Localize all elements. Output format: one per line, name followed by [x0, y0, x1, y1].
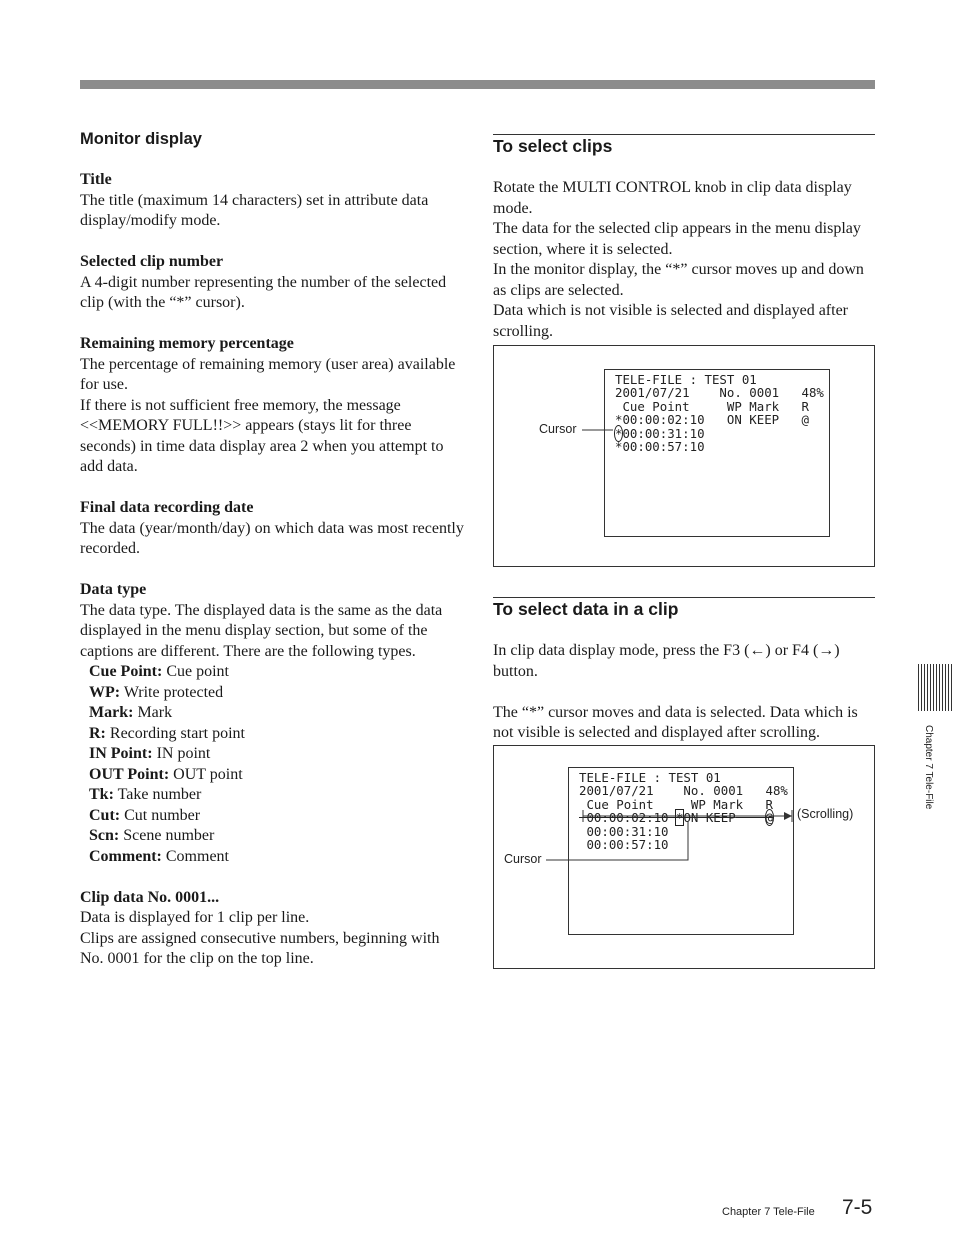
type-item: Cut: Cut number	[89, 806, 201, 824]
final-date-block: Final data recording date The data (year/month/day) on which data was most recently recorded.	[80, 499, 464, 557]
section-rule	[493, 597, 875, 598]
section-rule	[493, 134, 875, 135]
figure-select-clips	[493, 345, 875, 567]
datatype-block: Data type The data type. The displayed data is the same as the data displayed in the menu display section, but some of the captions are different. There are the following types. Cue Point: Cue point WP: Write protected Mark: Mark R: Recording start point IN Point: IN point OUT Point: OUT point Tk: Take number Cut: Cut number Scn: Scene number Comment: Comment	[80, 580, 465, 867]
type-item: WP: Write protected	[89, 683, 224, 701]
figure-select-data	[493, 745, 875, 969]
top-rule	[80, 80, 875, 89]
left-column	[80, 129, 465, 970]
cursor-label: Cursor	[539, 422, 577, 436]
cursor-leader	[494, 346, 874, 566]
select-clips-text: Rotate the MULTI CONTROL knob in clip data display mode. The data for the selected clip appears in the menu display section, where it is selected. In the monitor display, the “*” cursor moves up and down as clips are selected. Data which is not visible is selected and displayed after scrolling.	[493, 179, 864, 340]
page-number: 7-5	[842, 1196, 873, 1219]
cursor-mark: *	[615, 439, 623, 455]
section-heading: Monitor display	[80, 130, 202, 148]
type-item: Scn: Scene number	[89, 827, 215, 844]
type-item: Tk: Take number	[89, 786, 202, 803]
section-heading: To select clips	[493, 136, 613, 156]
cursor-mark: *	[615, 412, 623, 428]
footer-chapter: Chapter 7 Tele-File	[722, 1206, 815, 1218]
cursor-mark: *	[675, 810, 684, 826]
type-item: R: Recording start point	[89, 724, 245, 742]
scrolling-label: (Scrolling)	[797, 807, 854, 821]
screen-text: TELE-FILE : TEST 01 2001/07/21 No. 0001 48% Cue Point WP Mark R *00:00:02:10 ON KEEP @ *00:00:31:10 *00:00:57:10	[615, 372, 824, 455]
cursor-mark: *	[615, 425, 623, 441]
screen-text: TELE-FILE : TEST 01 2001/07/21 No. 0001 48% Cue Point WP Mark R 00:00:02:10 *ON KEEP @ 00:00:31:10 00:00:57:10	[579, 770, 788, 853]
clipdata-block: Clip data No. 0001... Data is displayed for 1 clip per line. Clips are assigned consecutive numbers, beginning with No. 0001 for the clip on the top line.	[80, 888, 440, 967]
type-item: Mark: Mark	[89, 704, 173, 721]
section-heading: To select data in a clip	[493, 599, 679, 619]
type-item: Comment: Comment	[89, 847, 229, 865]
side-chapter-label: Chapter 7 Tele-File	[923, 725, 934, 810]
type-list	[80, 662, 465, 867]
clipnum-block: Selected clip number A 4-digit number representing the number of the selected clip (with the “*” cursor).	[80, 253, 447, 311]
type-item: Cue Point: Cue point	[89, 663, 229, 680]
select-data-text: In clip data display mode, press the F3 (←) or F4 (→) button. The “*” cursor moves and data is selected. Data which is not visible is selected and displayed after scrolling.	[493, 642, 858, 741]
cursor-label: Cursor	[504, 852, 542, 866]
chapter-tab	[918, 664, 954, 711]
type-item: IN Point: IN point	[89, 745, 211, 762]
scroll-arrows	[494, 746, 874, 968]
memory-block: Remaining memory percentage The percentage of remaining memory (user area) available for use. If there is not sufficient free memory, the message <<MEMORY FULL!!>> appears (stays lit for three seconds) in time data display area 2 when you attempt to add data.	[80, 335, 456, 475]
title-block: Title The title (maximum 14 characters) set in attribute data display/modify mode.	[80, 171, 429, 229]
type-item: OUT Point: OUT point	[89, 765, 243, 783]
